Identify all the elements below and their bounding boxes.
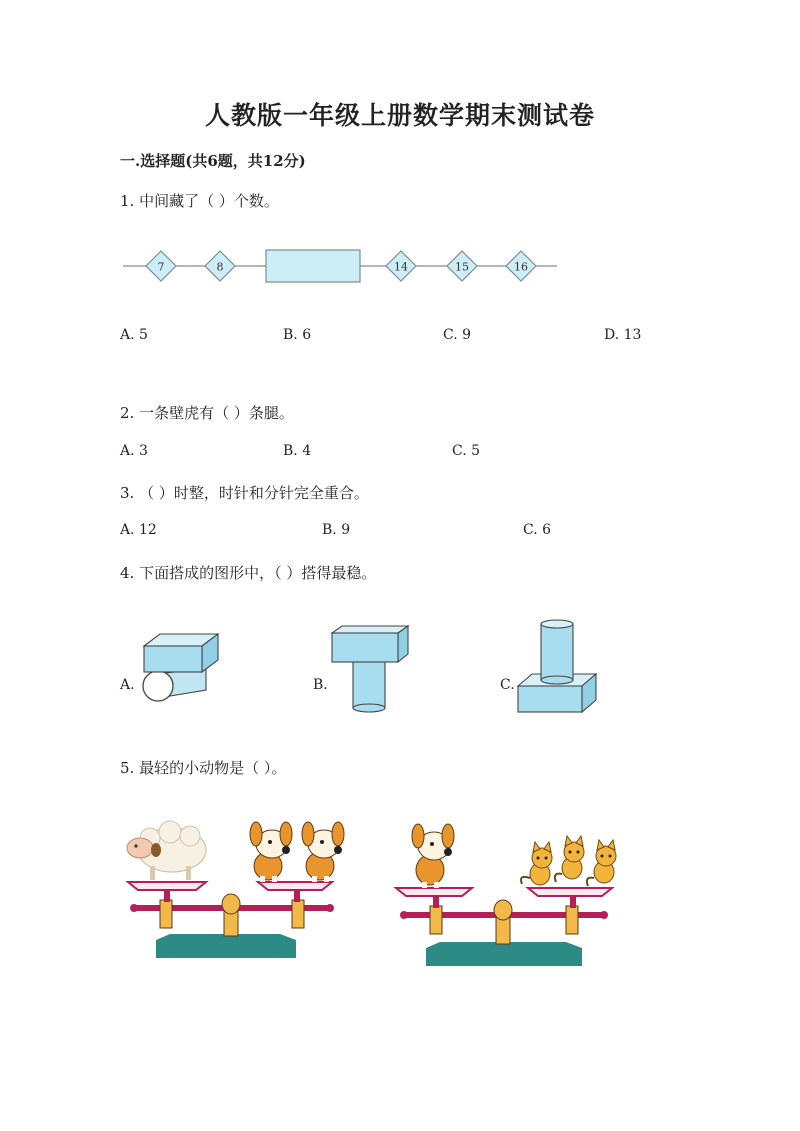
q2-option-b[interactable]: B. 4 — [283, 443, 312, 459]
q3-option-b[interactable]: B. 9 — [322, 522, 351, 538]
q4-option-b-figure[interactable] — [328, 622, 414, 714]
balance-scale-sheep-vs-dogs — [120, 812, 370, 964]
question-2-stem: 2. 一条壁虎有（ ）条腿。 — [120, 404, 294, 422]
question-1-stem: 1. 中间藏了（ ）个数。 — [120, 192, 279, 210]
number-diamond-7 — [146, 251, 176, 281]
dog-icon — [302, 822, 344, 882]
q4-option-a-figure[interactable] — [136, 632, 226, 712]
sheep-icon — [127, 821, 206, 880]
number-diamond-14 — [386, 251, 416, 281]
q2-option-c[interactable]: C. 5 — [452, 443, 481, 459]
q1-option-d[interactable]: D. 13 — [604, 327, 642, 343]
diamond-label: 7 — [157, 260, 165, 274]
q3-option-c[interactable]: C. 6 — [523, 522, 552, 538]
question-3-stem: 3. （ ）时整，时针和分针完全重合。 — [120, 484, 369, 502]
q4-option-c-label[interactable]: C. — [500, 677, 515, 693]
scale-base — [426, 942, 582, 966]
cat-icon — [521, 842, 552, 885]
cat-icon — [555, 836, 584, 882]
question-4-stem: 4. 下面搭成的图形中，（ ）搭得最稳。 — [120, 564, 377, 582]
number-diamond-15 — [447, 251, 477, 281]
section-heading: 一.选择题(共6题，共12分) — [120, 152, 306, 170]
hidden-numbers-box — [266, 250, 360, 282]
scale-base — [156, 934, 296, 958]
diamond-label: 14 — [394, 260, 408, 274]
number-diamond-16 — [506, 251, 536, 281]
q4-option-a-label[interactable]: A. — [120, 677, 135, 693]
q2-option-a[interactable]: A. 3 — [120, 443, 148, 459]
number-diamond-8 — [205, 251, 235, 281]
diamond-label: 15 — [455, 260, 469, 274]
diamond-label: 8 — [216, 260, 224, 274]
q1-option-c[interactable]: C. 9 — [443, 327, 472, 343]
q4-option-b-label[interactable]: B. — [313, 677, 328, 693]
balance-scale-dog-vs-cats — [390, 812, 640, 972]
dog-icon — [412, 824, 454, 888]
diamond-label: 16 — [514, 260, 528, 274]
q3-option-a[interactable]: A. 12 — [120, 522, 157, 538]
number-line-figure — [120, 240, 560, 295]
q1-option-b[interactable]: B. 6 — [283, 327, 312, 343]
cat-icon — [587, 840, 616, 886]
dog-icon — [250, 822, 292, 882]
page-title: 人教版一年级上册数学期末测试卷 — [204, 101, 595, 130]
question-5-stem: 5. 最轻的小动物是（ ）。 — [120, 759, 287, 777]
q1-option-a[interactable]: A. 5 — [120, 327, 148, 343]
q4-option-c-figure[interactable] — [514, 616, 602, 714]
